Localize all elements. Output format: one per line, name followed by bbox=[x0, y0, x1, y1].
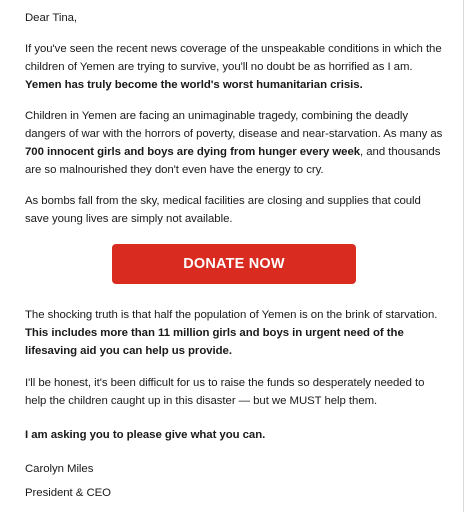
bold-statistic: 700 innocent girls and boys are dying from hunger every week bbox=[25, 146, 361, 158]
bold-ask: I am asking you to please give what you can. bbox=[25, 429, 266, 441]
paragraph-ask bbox=[25, 426, 445, 444]
signature-name bbox=[25, 460, 445, 478]
paragraph-line: If you've seen the recent news coverage of the unspeakable conditions in which the bbox=[25, 43, 442, 55]
signer-title: President & CEO bbox=[25, 487, 111, 499]
greeting-text: Dear Tina, bbox=[25, 12, 78, 24]
paragraph-tragedy bbox=[25, 107, 445, 179]
signature-title bbox=[25, 484, 445, 502]
paragraph-line: help the children caught up in this disaster — but we MUST help them. bbox=[25, 395, 378, 407]
bold-statement: lifesaving aid you can help us provide. bbox=[25, 345, 232, 357]
paragraph-honest bbox=[25, 374, 445, 410]
bold-statement: Yemen has truly become the world's worst humanitarian crisis. bbox=[25, 79, 363, 91]
paragraph-line: dangers of war with the horrors of poverty, disease and near-starvation. As many as bbox=[25, 128, 443, 140]
paragraph-line: The shocking truth is that half the population of Yemen is on the brink of starvation. bbox=[25, 309, 438, 321]
paragraph-line: Children in Yemen are facing an unimaginable tragedy, combining the deadly bbox=[25, 110, 408, 122]
signer-name: Carolyn Miles bbox=[25, 463, 94, 475]
paragraph-shocking-truth bbox=[25, 306, 445, 360]
bold-statement: This includes more than 11 million girls and boys in urgent need of the bbox=[25, 327, 404, 339]
paragraph-line: children of Yemen are trying to survive, you'll no doubt be as horrified as I am. bbox=[25, 61, 413, 73]
greeting bbox=[25, 9, 445, 27]
paragraph-line: are so malnourished they don't even have the energy to cry. bbox=[25, 164, 324, 176]
paragraph-bombs bbox=[25, 192, 445, 228]
paragraph-line: I'll be honest, it's been difficult for us to raise the funds so desperately needed to bbox=[25, 377, 425, 389]
paragraph-line: As bombs fall from the sky, medical facilities are closing and supplies that could bbox=[25, 195, 421, 207]
paragraph-line-rest: , and thousands bbox=[360, 146, 441, 158]
donate-button-container bbox=[112, 244, 356, 284]
paragraph-line: save young lives are simply not available. bbox=[25, 213, 233, 225]
donate-now-button[interactable]: DONATE NOW bbox=[112, 244, 356, 284]
paragraph-news-coverage bbox=[25, 40, 445, 94]
